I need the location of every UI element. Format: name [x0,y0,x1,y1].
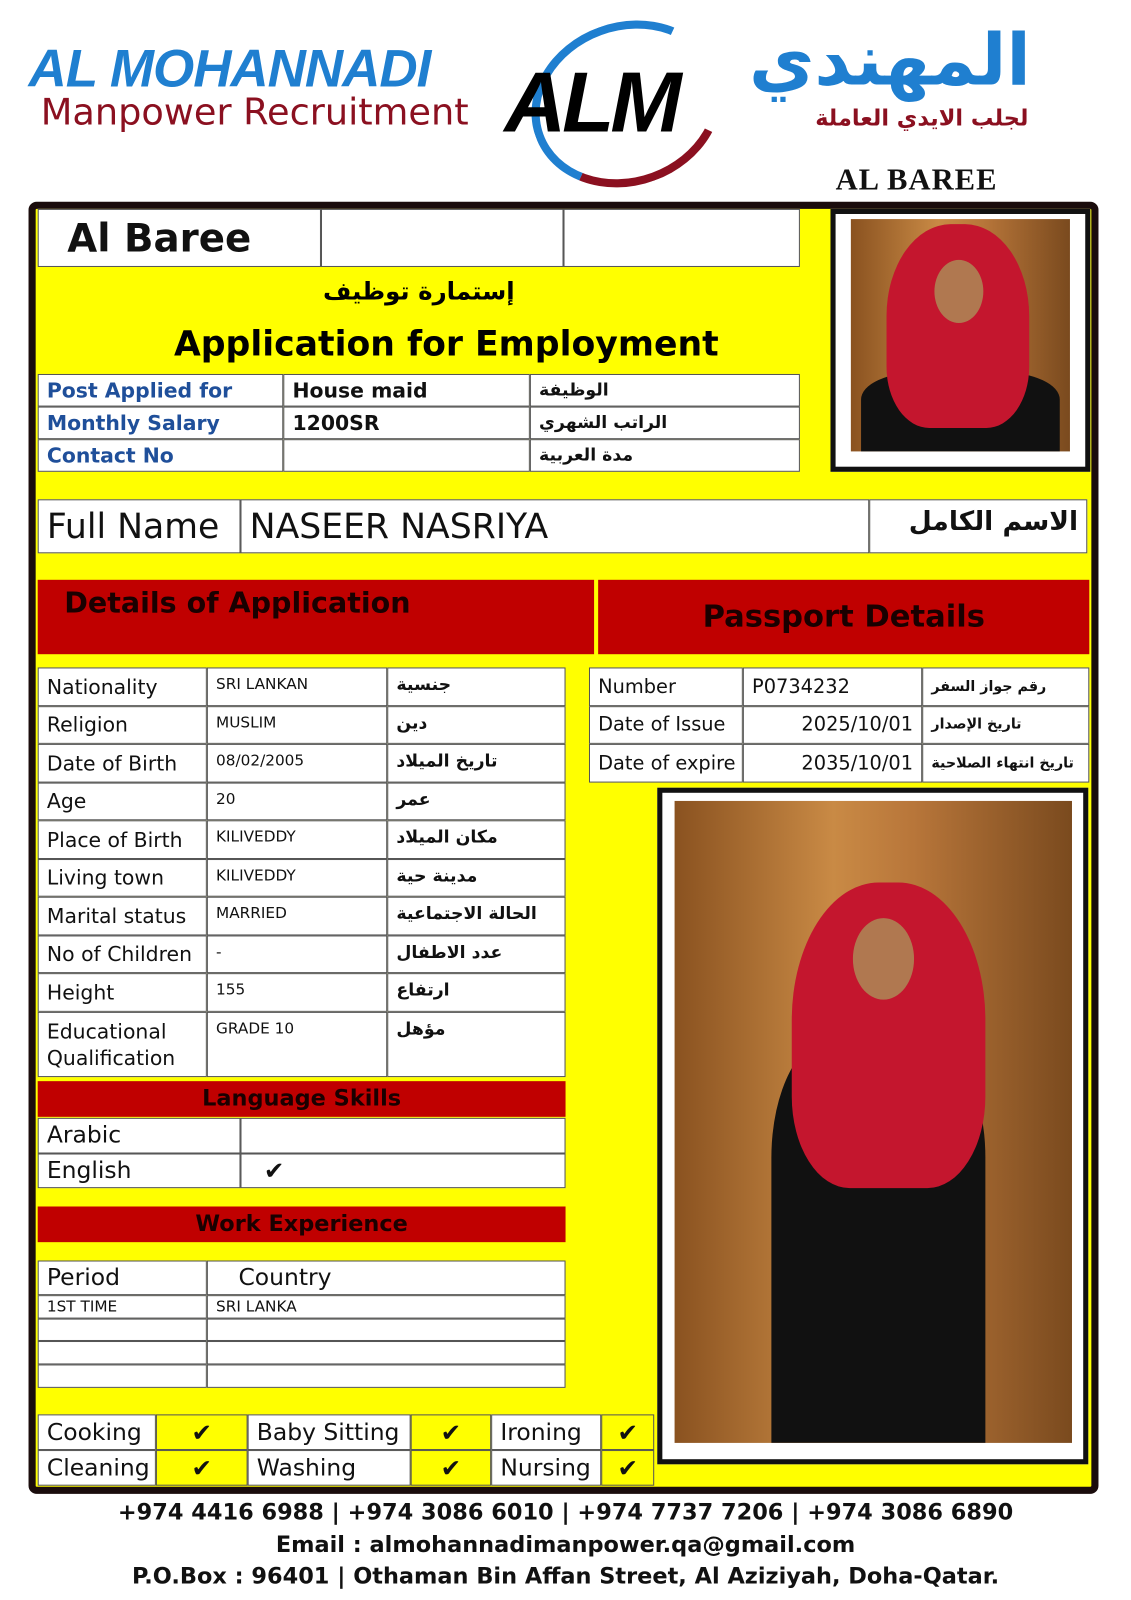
skill-label: Cooking [38,1414,156,1450]
language-check: ✔ [240,1153,565,1188]
work-country: SRI LANKA [207,1295,566,1318]
details-value: 08/02/2005 [207,744,387,782]
footer-address: P.O.Box : 96401 | Othaman Bin Affan Street, Al Aziziyah, Doha-Qatar. [131,1564,1000,1590]
blank-cell [321,209,564,267]
details-arabic: مكان الميلاد [387,820,565,858]
full-name-value: NASEER NASRIYA [240,499,869,553]
profile-photo-frame [830,209,1090,472]
blank-cell [564,209,800,267]
work-country [207,1365,566,1388]
passport-label: Date of expire [589,744,743,782]
details-value: 155 [207,973,387,1011]
agency-name: AL BAREE [835,163,998,197]
details-arabic: مؤهل [387,1011,565,1076]
skill-check: ✔ [601,1414,654,1450]
details-label: Height [38,973,207,1011]
page-title: Application for Employment [173,324,719,365]
title-arabic: إستمارة توظيف [322,277,515,306]
country-header: Country [207,1261,566,1296]
passport-arabic: رقم جواز السفر [922,667,1089,705]
info-label: Monthly Salary [38,407,284,440]
details-label: Educational Qualification [38,1011,207,1076]
skill-label: Cleaning [38,1450,156,1486]
details-value: 20 [207,782,387,820]
footer-phones: +974 4416 6988 | +974 3086 6010 | +974 7737 7206 | +974 3086 6890 [117,1499,1014,1526]
passport-arabic: تاريخ انتهاء الصلاحية [922,744,1089,782]
full-photo [675,801,1072,1443]
details-arabic: ارتفاع [387,973,565,1011]
details-label: No of Children [38,935,207,973]
info-arabic: مدة العربية [530,439,800,472]
details-value: - [207,935,387,973]
details-arabic: عمر [387,782,565,820]
details-arabic: جنسية [387,667,565,705]
info-label: Post Applied for [38,374,284,407]
skill-label: Ironing [491,1414,601,1450]
info-arabic: الراتب الشهري [530,407,800,440]
skill-check: ✔ [601,1450,654,1486]
details-label: Date of Birth [38,744,207,782]
passport-label: Number [589,667,743,705]
profile-photo [851,219,1070,451]
period-header: Period [38,1261,207,1296]
details-value: MUSLIM [207,706,387,744]
info-value: 1200SR [283,407,530,440]
details-arabic: دين [387,706,565,744]
passport-header: Passport Details [598,580,1089,654]
info-label: Contact No [38,439,284,472]
skill-label: Baby Sitting [248,1414,411,1450]
details-label: Marital status [38,897,207,935]
language-header: Language Skills [38,1081,566,1117]
info-value: House maid [283,374,530,407]
info-arabic: الوظيفة [530,374,800,407]
skill-label: Washing [248,1450,411,1486]
details-label: Religion [38,706,207,744]
logo-arabic-subtitle: لجلب الايدي العاملة [815,105,1029,132]
skill-check: ✔ [411,1414,492,1450]
logo-arabic: المهندي [748,18,1031,102]
details-arabic: عدد الاطفال [387,935,565,973]
details-arabic: مدينة حية [387,859,565,897]
full-name-label: Full Name [38,499,241,553]
details-label: Place of Birth [38,820,207,858]
work-period [38,1341,207,1364]
details-header: Details of Application [38,580,594,654]
work-period: 1ST TIME [38,1295,207,1318]
passport-value: 2035/10/01 [743,744,922,782]
passport-value: P0734232 [743,667,922,705]
details-value: KILIVEDDY [207,859,387,897]
details-label: Living town [38,859,207,897]
language-label: Arabic [38,1118,241,1153]
details-value: GRADE 10 [207,1011,387,1076]
logo-text: AL MOHANNADI [28,39,431,99]
passport-arabic: تاريخ الإصدار [922,706,1089,744]
details-value: KILIVEDDY [207,820,387,858]
language-label: English [38,1153,241,1188]
work-country [207,1318,566,1341]
skill-check: ✔ [411,1450,492,1486]
work-period [38,1365,207,1388]
full-photo-frame [657,788,1088,1465]
logo-mark: ALM [504,54,678,150]
full-name-arabic: الاسم الكامل [869,499,1087,553]
work-country [207,1341,566,1364]
work-period [38,1318,207,1341]
details-label: Age [38,782,207,820]
work-header: Work Experience [38,1206,566,1242]
passport-value: 2025/10/01 [743,706,922,744]
details-arabic: الحالة الاجتماعية [387,897,565,935]
footer-email: Email : almohannadimanpower.qa@gmail.com [275,1532,856,1559]
passport-label: Date of Issue [589,706,743,744]
info-value [283,439,530,472]
language-check [240,1118,565,1153]
details-value: SRI LANKAN [207,667,387,705]
skill-check: ✔ [156,1450,248,1486]
details-value: MARRIED [207,897,387,935]
logo-subtitle: Manpower Recruitment [40,91,469,134]
skill-label: Nursing [491,1450,601,1486]
details-arabic: تاريخ الميلاد [387,744,565,782]
agency-cell: Al Baree [38,209,321,267]
details-label: Nationality [38,667,207,705]
skill-check: ✔ [156,1414,248,1450]
